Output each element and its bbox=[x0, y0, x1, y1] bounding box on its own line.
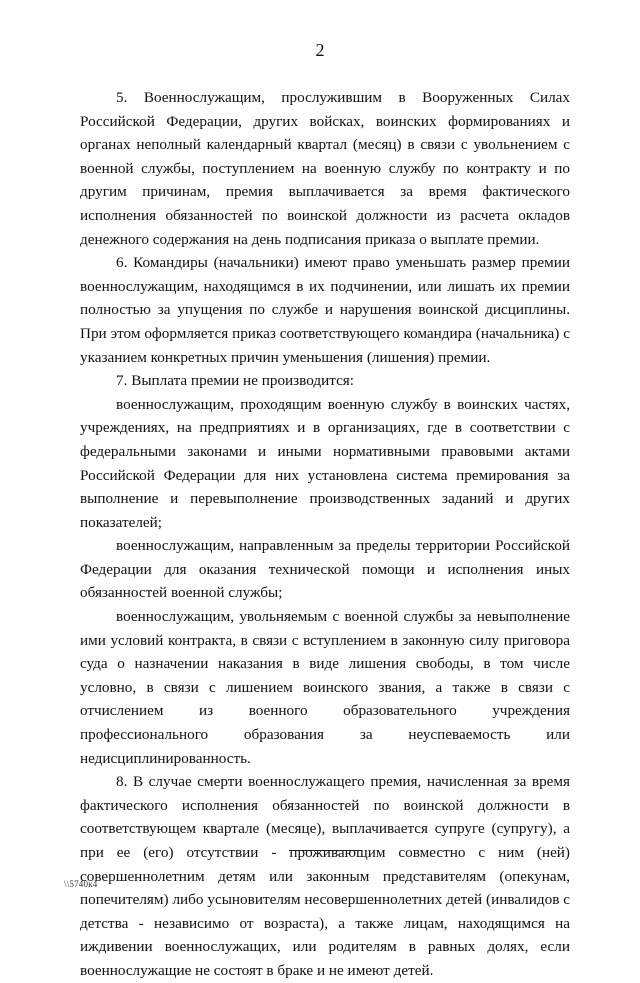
paragraph-7-item-1: военнослужащим, проходящим военную службу в воинских частях, учреждениях, на предприятиях и в организациях, где в соответствии с федеральными законами и иными нормативными правовыми актами Российской Федерации для них установлена система премирования за выполнение и перевыполнение производственных заданий и других показателей; bbox=[80, 395, 570, 531]
paragraph-7-item-2: военнослужащим, направленным за пределы территории Российской Федерации для оказания технической помощи и исполнения иных обязанностей военной службы; bbox=[80, 537, 570, 602]
paragraph-8: 8. В случае смерти военнослужащего премия, начисленная за время фактического исполнения обязанностей по воинской должности в соответствующем квартале (месяце), выплачивается супруге (супругу), а при ее (его) отсутствии - проживающим совместно с ним (ней) совершеннолетним детям или законным представителям (опекунам, попечителям) либо усыновителям несовершеннолетних детей (инвалидов с детства - независимо от возраста), а также лицам, находящимся на иждивении военнослужащих, или родителям в равных долях, если военнослужащие не состоят в браке и не имеют детей. bbox=[80, 773, 570, 979]
paragraph-7-item-3: военнослужащим, увольняемым с военной службы за невыполнение ими условий контракта, в связи с вступлением в законную силу приговора суда о назначении наказания в виде лишения свободы, в том числе условно, в связи с лишением воинского звания, а также в связи с отчислением из военного образовательного учреждения профессионального образования за неуспеваемость или недисциплинированность. bbox=[80, 608, 570, 767]
document-code: \\5740к4 bbox=[64, 879, 98, 889]
paragraph-5: 5. Военнослужащим, прослужившим в Вооруженных Силах Российской Федерации, других войсках, воинских формированиях и органах неполный календарный квартал (месяц) в связи с увольнением с военной службы, поступлением на военную службу по контракту и по другим причинам, премия выплачивается за время фактического исполнения обязанностей по воинской должности из расчета окладов денежного содержания на день подписания приказа о выплате премии. bbox=[80, 89, 570, 248]
paragraph-7: 7. Выплата премии не производится: bbox=[116, 372, 355, 390]
page-number: 2 bbox=[315, 40, 325, 60]
document-body bbox=[80, 86, 570, 983]
end-divider bbox=[289, 850, 361, 851]
paragraph-6: 6. Командиры (начальники) имеют право уменьшать размер премии военнослужащим, находящимся в их подчинении, или лишать их премии полностью за упущения по службе и нарушения воинской дисциплины. При этом оформляется приказ соответствующего командира (начальника) с указанием конкретных причин уменьшения (лишения) премии. bbox=[80, 254, 570, 366]
